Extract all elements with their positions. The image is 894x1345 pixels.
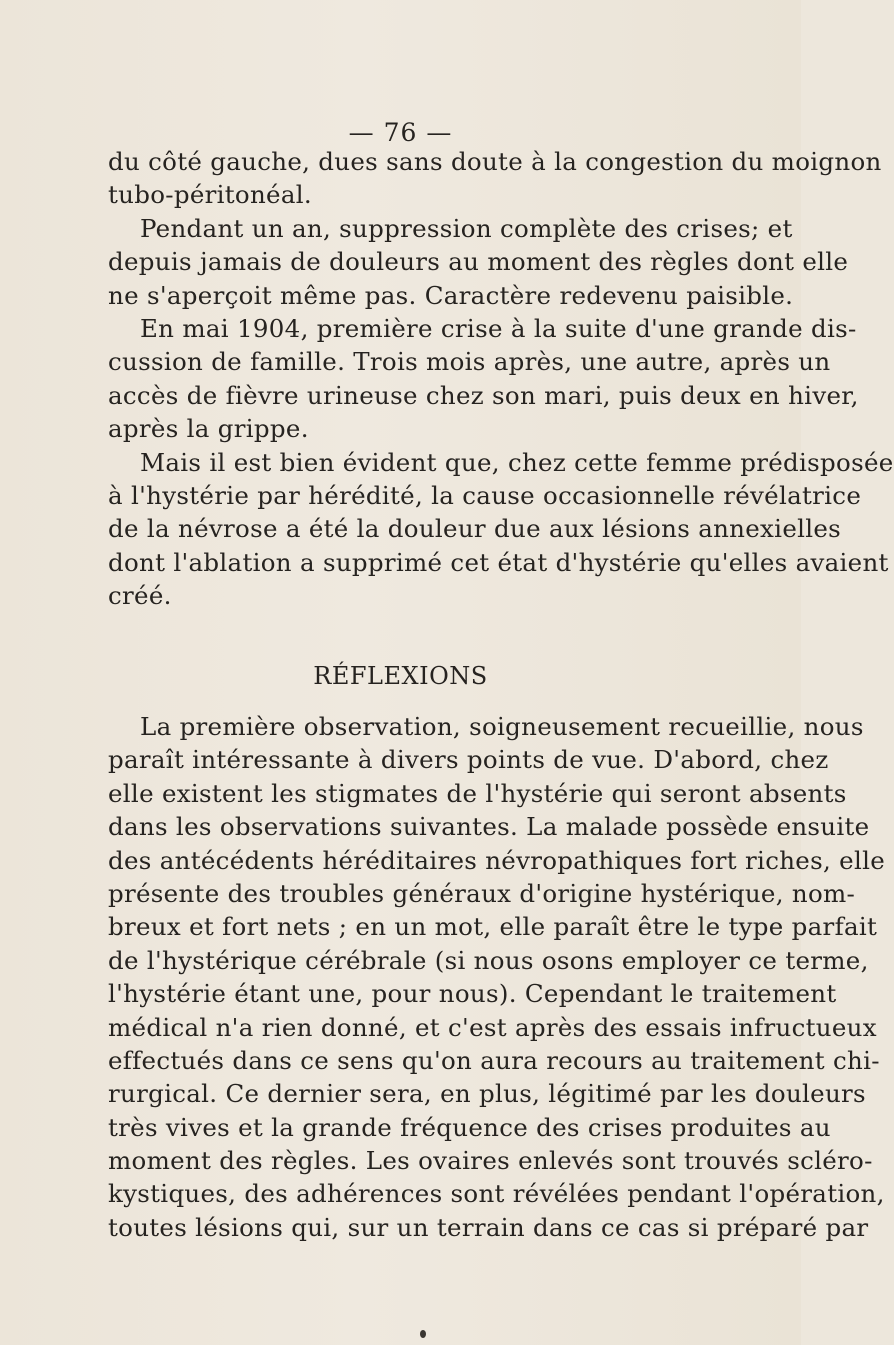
text-line: très vives et la grande fréquence des crises produites au xyxy=(108,1112,831,1142)
text-line: elle existent les stigmates de l'hystérie qui seront absents xyxy=(108,778,847,808)
text-line: Mais il est bien évident que, chez cette femme prédisposée xyxy=(140,447,894,477)
text-line: médical n'a rien donné, et c'est après des essais infructueux xyxy=(108,1012,877,1042)
page-number: — 76 — xyxy=(348,118,453,147)
ink-speck xyxy=(420,1330,426,1338)
text-line: l'hystérie étant une, pour nous). Cependant le traitement xyxy=(108,979,837,1009)
text-line: La première observation, soigneusement recueillie, nous xyxy=(140,712,864,741)
text-line: Pendant un an, suppression complète des crises; et xyxy=(140,213,793,243)
text-line: de la névrose a été la douleur due aux lésions annexielles xyxy=(108,514,842,544)
text-line: présente des troubles généraux d'origine hystérique, nom- xyxy=(108,878,856,908)
text-line: cussion de famille. Trois mois après, une autre, après un xyxy=(108,347,831,377)
body-text-after-heading xyxy=(108,710,886,1244)
text-line: dont l'ablation a supprimé cet état d'hystérie qu'elles avaient xyxy=(108,547,889,577)
text-line: kystiques, des adhérences sont révélées pendant l'opération, xyxy=(108,1179,885,1209)
text-line: breux et fort nets ; en un mot, elle paraît être le type parfait xyxy=(108,912,878,942)
text-line: toutes lésions qui, sur un terrain dans ce cas si préparé par xyxy=(108,1212,869,1242)
text-line: à l'hystérie par hérédité, la cause occasionnelle révélatrice xyxy=(108,480,862,510)
text-line: moment des règles. Les ovaires enlevés sont trouvés scléro- xyxy=(108,1146,873,1176)
text-line: de l'hystérique cérébrale (si nous osons employer ce terme, xyxy=(108,945,869,975)
text-line: depuis jamais de douleurs au moment des règles dont elle xyxy=(108,247,849,277)
text-line: accès de fièvre urineuse chez son mari, puis deux en hiver, xyxy=(108,380,859,410)
body-text-before-heading xyxy=(108,145,894,612)
text-line: En mai 1904, première crise à la suite d'une grande dis- xyxy=(140,313,857,343)
text-line: du côté gauche, dues sans doute à la congestion du moignon xyxy=(108,147,882,176)
text-line: paraît intéressante à divers points de vue. D'abord, chez xyxy=(108,745,829,775)
text-line: tubo-péritonéal. xyxy=(108,180,312,210)
text-line: ne s'aperçoit même pas. Caractère redevenu paisible. xyxy=(108,280,794,310)
text-line: créé. xyxy=(108,581,172,611)
text-line: dans les observations suivantes. La malade possède ensuite xyxy=(108,812,870,842)
text-line: rurgical. Ce dernier sera, en plus, légitimé par les douleurs xyxy=(108,1079,866,1109)
section-heading: RÉFLEXIONS xyxy=(313,662,488,690)
text-line: des antécédents héréditaires névropathiques fort riches, elle xyxy=(108,845,886,875)
text-line: après la grippe. xyxy=(108,414,309,444)
text-line: effectués dans ce sens qu'on aura recours au traitement chi- xyxy=(108,1045,880,1075)
